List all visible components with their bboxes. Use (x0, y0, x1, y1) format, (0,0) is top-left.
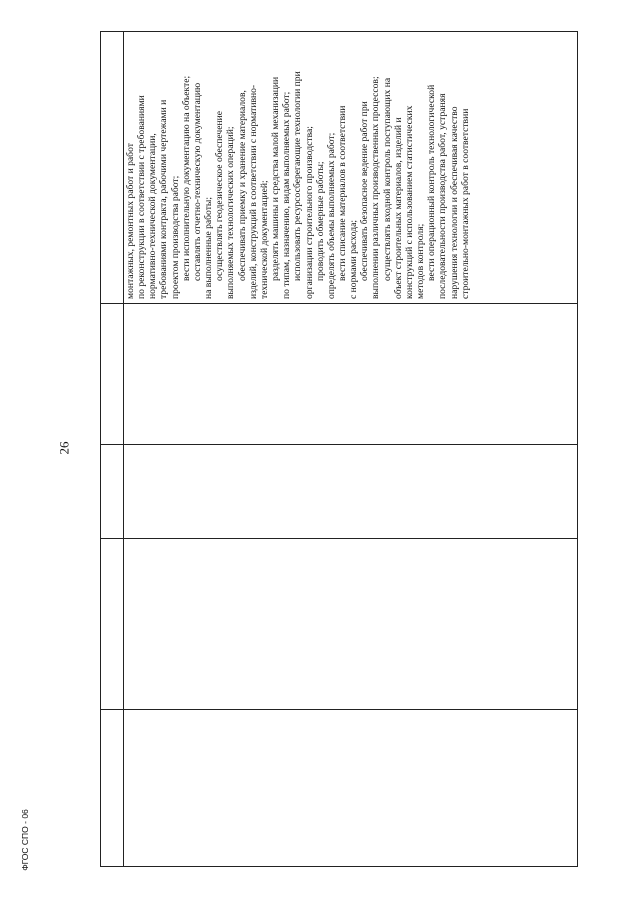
text-line: вести исполнительную документацию на объекте; (180, 75, 192, 281)
text-line: конструкций с использованием статистических (403, 105, 415, 299)
footer-code: ФГОС СПО - 06 (19, 809, 30, 871)
text-line: монтажных, ремонтных работ и работ (125, 143, 136, 299)
text-line: требованиями контракта, рабочими чертежами и (158, 99, 170, 299)
text-line: вести списание материалов в соответствии (336, 105, 348, 281)
table-cell-empty (124, 445, 578, 539)
text-line: изделий, конструкций в соответствии с нормативно- (247, 84, 259, 299)
text-line: методов контроля; (415, 223, 427, 299)
table-cell-empty (101, 304, 124, 445)
text-line: технической документацией; (258, 180, 270, 299)
text-line: выполнении различных производственных процессов; (370, 76, 382, 299)
text-line: проводить обмерные работы; (314, 161, 326, 281)
text-line: обеспечивать приемку и хранение материалов, (236, 90, 248, 281)
table-cell-empty (101, 445, 124, 539)
text-line: по реконструкции в соответствии с требованиями (136, 95, 148, 299)
text-line: составлять отчетно-техническую документацию (191, 82, 203, 281)
text-line: нормативно-технической документации, (147, 133, 159, 299)
text-line: нарушения технологии и обеспечивая качество (448, 106, 460, 299)
text-line: разделять машины и средства малой механизации (270, 76, 282, 281)
skills-text-cell (124, 32, 578, 304)
table-cell-empty (124, 710, 578, 867)
text-line: осуществлять входной контроль поступающих на (381, 77, 393, 281)
text-line: использовать ресурсосберегающие технологии при (292, 71, 304, 281)
table-cell-empty (124, 539, 578, 710)
text-line: по типам, назначению, видам выполняемых работ; (281, 91, 293, 299)
table-cell-empty (101, 32, 124, 304)
text-line: выполняемых технологических операций; (225, 126, 237, 299)
competency-table (100, 37, 578, 867)
text-line: строительно-монтажных работ в соответствии (459, 108, 471, 299)
table-cell-empty (124, 304, 578, 445)
table-cell-empty (101, 539, 124, 710)
text-line: на выполненные работы; (203, 196, 215, 299)
table-cell-empty (101, 710, 124, 867)
text-line: обеспечивать безопасное ведение работ при (359, 101, 371, 281)
text-line: вести операционный контроль технологической (426, 84, 438, 281)
text-line: последовательности производства работ, устраняя (437, 93, 449, 299)
text-line: определять объемы выполняемых работ; (325, 132, 337, 299)
text-line: осуществлять геодезическое обеспечение (214, 110, 226, 281)
page-number: 26 (56, 441, 72, 455)
text-line: с нормами расхода; (348, 219, 360, 299)
text-line: организации строительного производства; (303, 126, 315, 299)
text-line: проектом производства работ; (169, 175, 181, 299)
text-line: объект строительных материалов, изделий и (392, 117, 404, 299)
